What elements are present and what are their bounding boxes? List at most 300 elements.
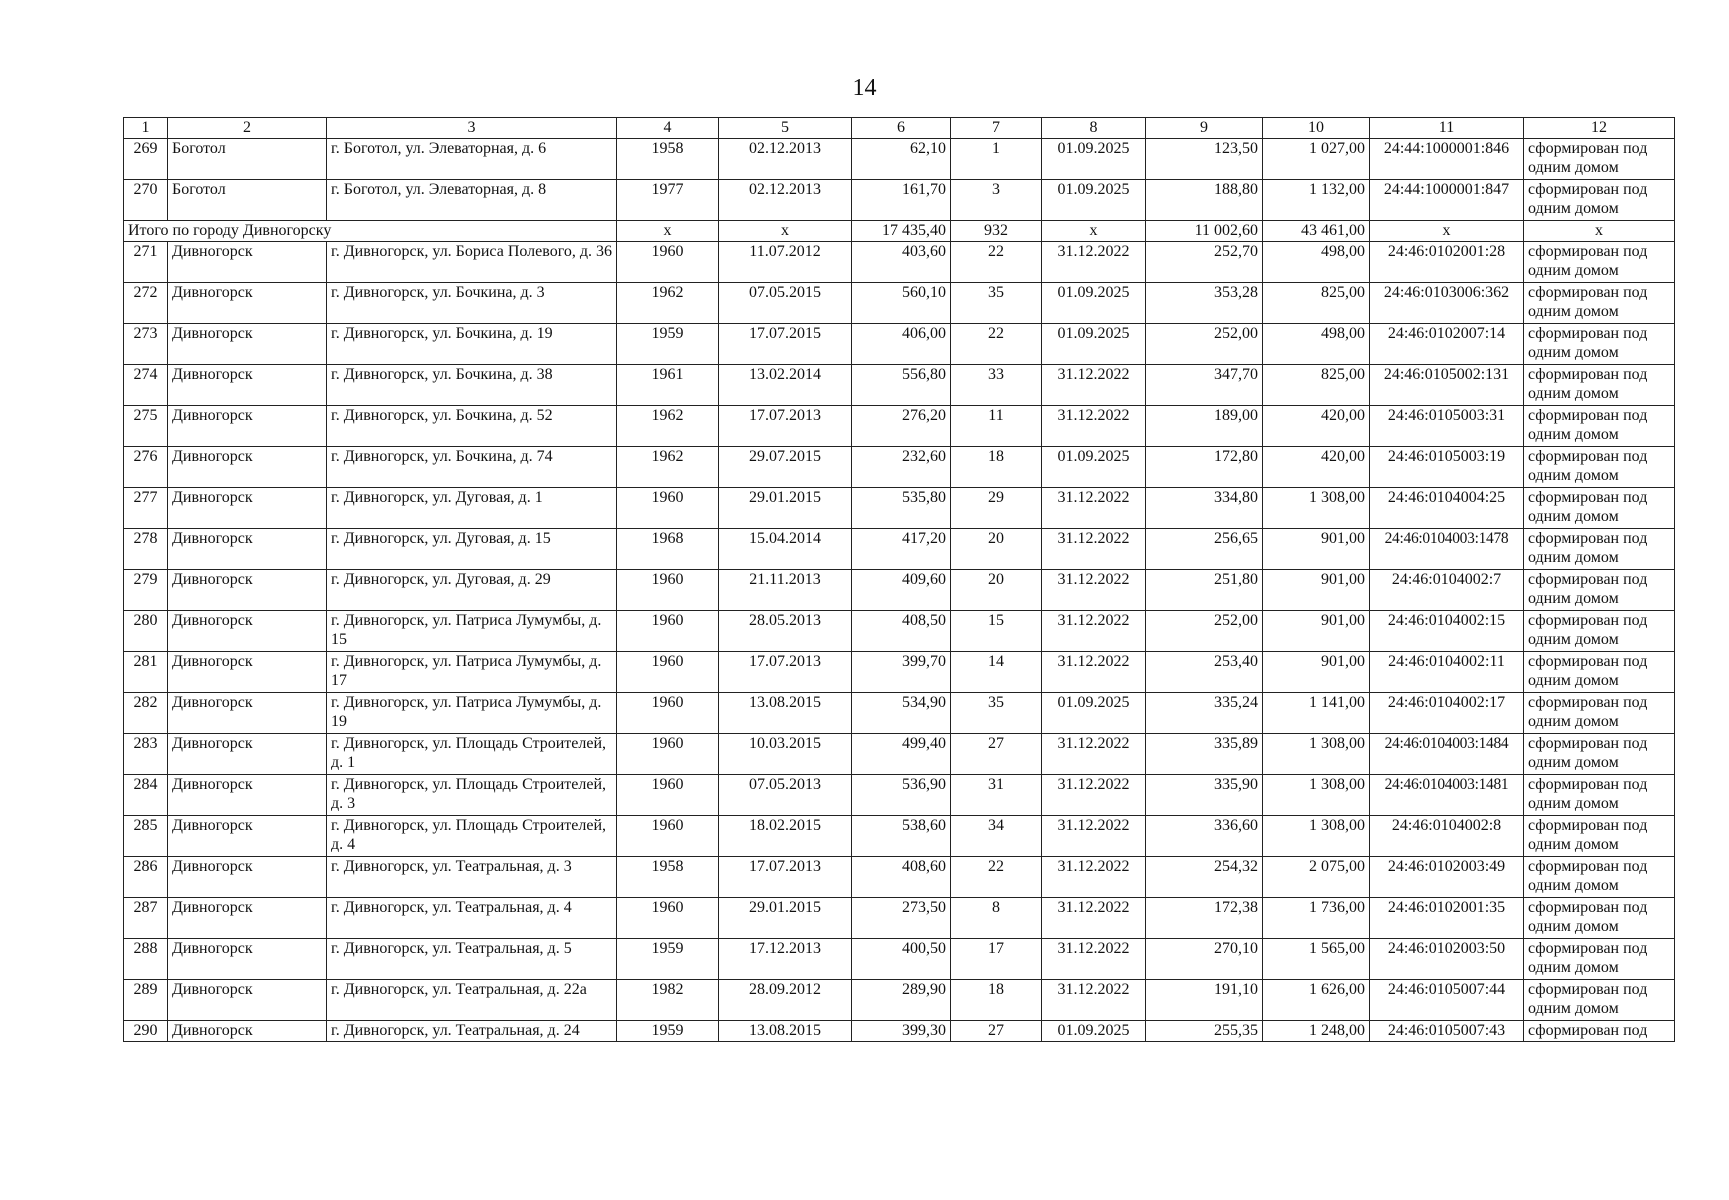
column-number: 10	[1263, 118, 1370, 139]
table-row	[124, 139, 1675, 180]
area-cell: 535,80	[852, 488, 951, 529]
land-area-cell: 1 141,00	[1263, 693, 1370, 734]
year-built-cell: 1958	[617, 857, 719, 898]
area-cell: 161,70	[852, 180, 951, 221]
municipality-cell: Дивногорск	[168, 693, 327, 734]
land-status-cell: сформирован под одним домом	[1524, 898, 1675, 939]
area-cell: 399,30	[852, 1021, 951, 1042]
year-built-cell: 1958	[617, 139, 719, 180]
land-area-cell: 901,00	[1263, 611, 1370, 652]
column-number-row	[124, 118, 1675, 139]
land-area-cell: 901,00	[1263, 652, 1370, 693]
residents-cell: 14	[951, 652, 1042, 693]
land-status-cell: сформирован под одним домом	[1524, 980, 1675, 1021]
column-number: 7	[951, 118, 1042, 139]
table-row	[124, 693, 1675, 734]
living-area-cell: 335,90	[1146, 775, 1263, 816]
cadastral-number-cell: 24:46:0104003:1481	[1370, 775, 1524, 816]
cadastral-number-cell: 24:46:0104003:1478	[1370, 529, 1524, 570]
land-status-cell: сформирован под одним домом	[1524, 693, 1675, 734]
address-cell: г. Дивногорск, ул. Театральная, д. 3	[327, 857, 617, 898]
municipality-cell: Дивногорск	[168, 365, 327, 406]
table-row	[124, 857, 1675, 898]
year-built-cell: 1961	[617, 365, 719, 406]
year-built-cell: 1960	[617, 488, 719, 529]
municipality-cell: Дивногорск	[168, 242, 327, 283]
survey-date-cell: 29.01.2015	[719, 898, 852, 939]
address-cell: г. Дивногорск, ул. Театральная, д. 24	[327, 1021, 617, 1042]
address-cell: г. Дивногорск, ул. Дуговая, д. 29	[327, 570, 617, 611]
living-area-cell: 188,80	[1146, 180, 1263, 221]
land-status-cell: сформирован под одним домом	[1524, 180, 1675, 221]
resettlement-deadline-cell: 31.12.2022	[1042, 775, 1146, 816]
survey-date-cell: 28.05.2013	[719, 611, 852, 652]
residents-cell: 20	[951, 529, 1042, 570]
cadastral-number-cell: 24:46:0105007:43	[1370, 1021, 1524, 1042]
land-area-cell: 1 308,00	[1263, 734, 1370, 775]
resettlement-deadline-cell: 31.12.2022	[1042, 980, 1146, 1021]
area-cell: 408,60	[852, 857, 951, 898]
living-area-cell: 252,00	[1146, 611, 1263, 652]
table-row	[124, 365, 1675, 406]
column-number: 9	[1146, 118, 1263, 139]
area-cell: 409,60	[852, 570, 951, 611]
resettlement-deadline-cell: 31.12.2022	[1042, 611, 1146, 652]
living-area-cell: 270,10	[1146, 939, 1263, 980]
row-number-cell: 280	[124, 611, 168, 652]
cadastral-number-cell: 24:46:0104002:8	[1370, 816, 1524, 857]
residents-cell: 8	[951, 898, 1042, 939]
land-status-cell: сформирован под одним домом	[1524, 242, 1675, 283]
area-cell: 538,60	[852, 816, 951, 857]
area-cell: 499,40	[852, 734, 951, 775]
land-status-cell: сформирован под одним домом	[1524, 324, 1675, 365]
year-built-cell: 1960	[617, 816, 719, 857]
land-area-cell: 901,00	[1263, 570, 1370, 611]
land-area-cell: 1 736,00	[1263, 898, 1370, 939]
cadastral-number-cell: 24:46:0103006:362	[1370, 283, 1524, 324]
resettlement-deadline-cell: 31.12.2022	[1042, 939, 1146, 980]
land-status-cell: сформирован под одним домом	[1524, 734, 1675, 775]
area-cell: 536,90	[852, 775, 951, 816]
row-number-cell: 282	[124, 693, 168, 734]
address-cell: г. Дивногорск, ул. Бочкина, д. 52	[327, 406, 617, 447]
cadastral-number-cell: 24:46:0105003:31	[1370, 406, 1524, 447]
area-cell: 62,10	[852, 139, 951, 180]
year-built-cell: 1959	[617, 939, 719, 980]
table-row	[124, 775, 1675, 816]
table-row	[124, 529, 1675, 570]
table-row	[124, 939, 1675, 980]
address-cell: г. Дивногорск, ул. Театральная, д. 22а	[327, 980, 617, 1021]
resettlement-deadline-cell: 01.09.2025	[1042, 1021, 1146, 1042]
total-value-cell: х	[1370, 221, 1524, 242]
row-number-cell: 273	[124, 324, 168, 365]
year-built-cell: 1962	[617, 447, 719, 488]
land-status-cell: сформирован под одним домом	[1524, 857, 1675, 898]
total-value-cell: 11 002,60	[1146, 221, 1263, 242]
year-built-cell: 1962	[617, 283, 719, 324]
land-status-cell: сформирован под одним домом	[1524, 816, 1675, 857]
land-area-cell: 1 248,00	[1263, 1021, 1370, 1042]
land-status-cell: сформирован под одним домом	[1524, 447, 1675, 488]
cadastral-number-cell: 24:46:0102001:28	[1370, 242, 1524, 283]
year-built-cell: 1960	[617, 898, 719, 939]
resettlement-deadline-cell: 31.12.2022	[1042, 898, 1146, 939]
residents-cell: 35	[951, 283, 1042, 324]
land-status-cell: сформирован под одним домом	[1524, 139, 1675, 180]
living-area-cell: 336,60	[1146, 816, 1263, 857]
land-status-cell: сформирован под одним домом	[1524, 529, 1675, 570]
municipality-cell: Боготол	[168, 180, 327, 221]
land-status-cell: сформирован под одним домом	[1524, 611, 1675, 652]
year-built-cell: 1960	[617, 242, 719, 283]
area-cell: 556,80	[852, 365, 951, 406]
row-number-cell: 283	[124, 734, 168, 775]
land-status-cell: сформирован под одним домом	[1524, 652, 1675, 693]
survey-date-cell: 11.07.2012	[719, 242, 852, 283]
table-row	[124, 406, 1675, 447]
resettlement-deadline-cell: 01.09.2025	[1042, 283, 1146, 324]
land-area-cell: 1 565,00	[1263, 939, 1370, 980]
area-cell: 560,10	[852, 283, 951, 324]
resettlement-deadline-cell: 31.12.2022	[1042, 488, 1146, 529]
residents-cell: 15	[951, 611, 1042, 652]
land-status-cell: сформирован под	[1524, 1021, 1675, 1042]
cadastral-number-cell: 24:46:0102003:50	[1370, 939, 1524, 980]
total-value-cell: 43 461,00	[1263, 221, 1370, 242]
survey-date-cell: 15.04.2014	[719, 529, 852, 570]
resettlement-deadline-cell: 01.09.2025	[1042, 180, 1146, 221]
area-cell: 232,60	[852, 447, 951, 488]
row-number-cell: 288	[124, 939, 168, 980]
table-row	[124, 283, 1675, 324]
living-area-cell: 255,35	[1146, 1021, 1263, 1042]
resettlement-deadline-cell: 01.09.2025	[1042, 324, 1146, 365]
land-status-cell: сформирован под одним домом	[1524, 775, 1675, 816]
resettlement-deadline-cell: 31.12.2022	[1042, 816, 1146, 857]
address-cell: г. Дивногорск, ул. Бочкина, д. 38	[327, 365, 617, 406]
address-cell: г. Дивногорск, ул. Бочкина, д. 74	[327, 447, 617, 488]
residents-cell: 22	[951, 324, 1042, 365]
column-number: 2	[168, 118, 327, 139]
municipality-cell: Дивногорск	[168, 611, 327, 652]
survey-date-cell: 17.07.2015	[719, 324, 852, 365]
total-value-cell: х	[719, 221, 852, 242]
column-number: 4	[617, 118, 719, 139]
residents-cell: 11	[951, 406, 1042, 447]
table-row	[124, 1021, 1675, 1042]
page-number: 14	[852, 75, 877, 101]
municipality-cell: Дивногорск	[168, 570, 327, 611]
resettlement-deadline-cell: 31.12.2022	[1042, 406, 1146, 447]
survey-date-cell: 29.01.2015	[719, 488, 852, 529]
land-status-cell: сформирован под одним домом	[1524, 939, 1675, 980]
living-area-cell: 252,00	[1146, 324, 1263, 365]
year-built-cell: 1960	[617, 734, 719, 775]
cadastral-number-cell: 24:44:1000001:846	[1370, 139, 1524, 180]
area-cell: 417,20	[852, 529, 951, 570]
residents-cell: 33	[951, 365, 1042, 406]
area-cell: 406,00	[852, 324, 951, 365]
residents-cell: 22	[951, 857, 1042, 898]
row-number-cell: 269	[124, 139, 168, 180]
living-area-cell: 251,80	[1146, 570, 1263, 611]
residents-cell: 34	[951, 816, 1042, 857]
year-built-cell: 1959	[617, 324, 719, 365]
address-cell: г. Дивногорск, ул. Бочкина, д. 19	[327, 324, 617, 365]
address-cell: г. Боготол, ул. Элеваторная, д. 6	[327, 139, 617, 180]
residents-cell: 17	[951, 939, 1042, 980]
resettlement-deadline-cell: 31.12.2022	[1042, 652, 1146, 693]
row-number-cell: 275	[124, 406, 168, 447]
residents-cell: 3	[951, 180, 1042, 221]
year-built-cell: 1968	[617, 529, 719, 570]
survey-date-cell: 18.02.2015	[719, 816, 852, 857]
residents-cell: 27	[951, 734, 1042, 775]
year-built-cell: 1960	[617, 570, 719, 611]
land-area-cell: 1 027,00	[1263, 139, 1370, 180]
table-row	[124, 652, 1675, 693]
housing-registry-table	[123, 117, 1675, 1042]
address-cell: г. Дивногорск, ул. Площадь Строителей, д. 3	[327, 775, 617, 816]
municipality-cell: Дивногорск	[168, 980, 327, 1021]
cadastral-number-cell: 24:44:1000001:847	[1370, 180, 1524, 221]
living-area-cell: 191,10	[1146, 980, 1263, 1021]
land-area-cell: 1 308,00	[1263, 775, 1370, 816]
table-row	[124, 242, 1675, 283]
residents-cell: 1	[951, 139, 1042, 180]
survey-date-cell: 07.05.2015	[719, 283, 852, 324]
row-number-cell: 278	[124, 529, 168, 570]
municipality-cell: Дивногорск	[168, 283, 327, 324]
row-number-cell: 290	[124, 1021, 168, 1042]
total-value-cell: 17 435,40	[852, 221, 951, 242]
municipality-cell: Дивногорск	[168, 406, 327, 447]
total-value-cell: 932	[951, 221, 1042, 242]
resettlement-deadline-cell: 31.12.2022	[1042, 365, 1146, 406]
survey-date-cell: 17.07.2013	[719, 857, 852, 898]
address-cell: г. Дивногорск, ул. Дуговая, д. 15	[327, 529, 617, 570]
municipality-cell: Дивногорск	[168, 488, 327, 529]
total-label: Итого по городу Дивногорску	[124, 221, 617, 242]
area-cell: 408,50	[852, 611, 951, 652]
address-cell: г. Боготол, ул. Элеваторная, д. 8	[327, 180, 617, 221]
land-status-cell: сформирован под одним домом	[1524, 406, 1675, 447]
residents-cell: 29	[951, 488, 1042, 529]
land-status-cell: сформирован под одним домом	[1524, 365, 1675, 406]
residents-cell: 20	[951, 570, 1042, 611]
survey-date-cell: 13.08.2015	[719, 693, 852, 734]
year-built-cell: 1982	[617, 980, 719, 1021]
survey-date-cell: 29.07.2015	[719, 447, 852, 488]
municipality-cell: Дивногорск	[168, 816, 327, 857]
municipality-cell: Дивногорск	[168, 447, 327, 488]
living-area-cell: 347,70	[1146, 365, 1263, 406]
survey-date-cell: 13.02.2014	[719, 365, 852, 406]
row-number-cell: 270	[124, 180, 168, 221]
land-area-cell: 420,00	[1263, 447, 1370, 488]
land-area-cell: 498,00	[1263, 324, 1370, 365]
total-value-cell: х	[617, 221, 719, 242]
residents-cell: 18	[951, 447, 1042, 488]
table-body	[124, 118, 1675, 1042]
address-cell: г. Дивногорск, ул. Площадь Строителей, д. 4	[327, 816, 617, 857]
municipality-cell: Дивногорск	[168, 775, 327, 816]
survey-date-cell: 02.12.2013	[719, 139, 852, 180]
living-area-cell: 353,28	[1146, 283, 1263, 324]
land-area-cell: 1 626,00	[1263, 980, 1370, 1021]
living-area-cell: 172,80	[1146, 447, 1263, 488]
cadastral-number-cell: 24:46:0104004:25	[1370, 488, 1524, 529]
resettlement-deadline-cell: 31.12.2022	[1042, 529, 1146, 570]
living-area-cell: 256,65	[1146, 529, 1263, 570]
cadastral-number-cell: 24:46:0104002:15	[1370, 611, 1524, 652]
row-number-cell: 272	[124, 283, 168, 324]
living-area-cell: 335,89	[1146, 734, 1263, 775]
cadastral-number-cell: 24:46:0104003:1484	[1370, 734, 1524, 775]
city-total-row	[124, 221, 1675, 242]
living-area-cell: 335,24	[1146, 693, 1263, 734]
area-cell: 534,90	[852, 693, 951, 734]
row-number-cell: 286	[124, 857, 168, 898]
survey-date-cell: 10.03.2015	[719, 734, 852, 775]
land-status-cell: сформирован под одним домом	[1524, 283, 1675, 324]
residents-cell: 31	[951, 775, 1042, 816]
survey-date-cell: 21.11.2013	[719, 570, 852, 611]
cadastral-number-cell: 24:46:0104002:7	[1370, 570, 1524, 611]
address-cell: г. Дивногорск, ул. Патриса Лумумбы, д. 17	[327, 652, 617, 693]
row-number-cell: 279	[124, 570, 168, 611]
table-row	[124, 980, 1675, 1021]
residents-cell: 35	[951, 693, 1042, 734]
municipality-cell: Дивногорск	[168, 324, 327, 365]
municipality-cell: Дивногорск	[168, 529, 327, 570]
resettlement-deadline-cell: 01.09.2025	[1042, 693, 1146, 734]
area-cell: 403,60	[852, 242, 951, 283]
residents-cell: 27	[951, 1021, 1042, 1042]
address-cell: г. Дивногорск, ул. Бориса Полевого, д. 36	[327, 242, 617, 283]
cadastral-number-cell: 24:46:0102001:35	[1370, 898, 1524, 939]
survey-date-cell: 17.07.2013	[719, 652, 852, 693]
cadastral-number-cell: 24:46:0105003:19	[1370, 447, 1524, 488]
column-number: 5	[719, 118, 852, 139]
living-area-cell: 189,00	[1146, 406, 1263, 447]
survey-date-cell: 13.08.2015	[719, 1021, 852, 1042]
living-area-cell: 254,32	[1146, 857, 1263, 898]
land-status-cell: сформирован под одним домом	[1524, 570, 1675, 611]
survey-date-cell: 17.12.2013	[719, 939, 852, 980]
address-cell: г. Дивногорск, ул. Площадь Строителей, д. 1	[327, 734, 617, 775]
municipality-cell: Дивногорск	[168, 1021, 327, 1042]
year-built-cell: 1960	[617, 775, 719, 816]
resettlement-deadline-cell: 01.09.2025	[1042, 447, 1146, 488]
year-built-cell: 1960	[617, 611, 719, 652]
year-built-cell: 1962	[617, 406, 719, 447]
total-value-cell: х	[1042, 221, 1146, 242]
row-number-cell: 271	[124, 242, 168, 283]
survey-date-cell: 07.05.2013	[719, 775, 852, 816]
land-status-cell: сформирован под одним домом	[1524, 488, 1675, 529]
land-area-cell: 825,00	[1263, 365, 1370, 406]
resettlement-deadline-cell: 31.12.2022	[1042, 242, 1146, 283]
row-number-cell: 277	[124, 488, 168, 529]
area-cell: 399,70	[852, 652, 951, 693]
land-area-cell: 1 132,00	[1263, 180, 1370, 221]
municipality-cell: Дивногорск	[168, 898, 327, 939]
survey-date-cell: 28.09.2012	[719, 980, 852, 1021]
municipality-cell: Боготол	[168, 139, 327, 180]
resettlement-deadline-cell: 01.09.2025	[1042, 139, 1146, 180]
area-cell: 276,20	[852, 406, 951, 447]
cadastral-number-cell: 24:46:0104002:17	[1370, 693, 1524, 734]
living-area-cell: 123,50	[1146, 139, 1263, 180]
cadastral-number-cell: 24:46:0102003:49	[1370, 857, 1524, 898]
address-cell: г. Дивногорск, ул. Бочкина, д. 3	[327, 283, 617, 324]
area-cell: 289,90	[852, 980, 951, 1021]
cadastral-number-cell: 24:46:0102007:14	[1370, 324, 1524, 365]
year-built-cell: 1959	[617, 1021, 719, 1042]
year-built-cell: 1977	[617, 180, 719, 221]
land-area-cell: 2 075,00	[1263, 857, 1370, 898]
table-row	[124, 447, 1675, 488]
table-row	[124, 488, 1675, 529]
land-area-cell: 420,00	[1263, 406, 1370, 447]
living-area-cell: 334,80	[1146, 488, 1263, 529]
land-area-cell: 1 308,00	[1263, 816, 1370, 857]
residents-cell: 18	[951, 980, 1042, 1021]
table-row	[124, 898, 1675, 939]
address-cell: г. Дивногорск, ул. Театральная, д. 4	[327, 898, 617, 939]
address-cell: г. Дивногорск, ул. Дуговая, д. 1	[327, 488, 617, 529]
area-cell: 400,50	[852, 939, 951, 980]
column-number: 1	[124, 118, 168, 139]
row-number-cell: 281	[124, 652, 168, 693]
row-number-cell: 276	[124, 447, 168, 488]
row-number-cell: 284	[124, 775, 168, 816]
table-row	[124, 180, 1675, 221]
land-area-cell: 901,00	[1263, 529, 1370, 570]
land-area-cell: 498,00	[1263, 242, 1370, 283]
municipality-cell: Дивногорск	[168, 734, 327, 775]
cadastral-number-cell: 24:46:0105007:44	[1370, 980, 1524, 1021]
table-row	[124, 816, 1675, 857]
year-built-cell: 1960	[617, 693, 719, 734]
row-number-cell: 274	[124, 365, 168, 406]
table-row	[124, 611, 1675, 652]
area-cell: 273,50	[852, 898, 951, 939]
survey-date-cell: 02.12.2013	[719, 180, 852, 221]
resettlement-deadline-cell: 31.12.2022	[1042, 570, 1146, 611]
resettlement-deadline-cell: 31.12.2022	[1042, 734, 1146, 775]
living-area-cell: 252,70	[1146, 242, 1263, 283]
address-cell: г. Дивногорск, ул. Театральная, д. 5	[327, 939, 617, 980]
living-area-cell: 172,38	[1146, 898, 1263, 939]
row-number-cell: 289	[124, 980, 168, 1021]
resettlement-deadline-cell: 31.12.2022	[1042, 857, 1146, 898]
table-row	[124, 734, 1675, 775]
column-number: 8	[1042, 118, 1146, 139]
cadastral-number-cell: 24:46:0104002:11	[1370, 652, 1524, 693]
table-row	[124, 324, 1675, 365]
municipality-cell: Дивногорск	[168, 652, 327, 693]
survey-date-cell: 17.07.2013	[719, 406, 852, 447]
living-area-cell: 253,40	[1146, 652, 1263, 693]
column-number: 11	[1370, 118, 1524, 139]
residents-cell: 22	[951, 242, 1042, 283]
column-number: 12	[1524, 118, 1675, 139]
row-number-cell: 285	[124, 816, 168, 857]
